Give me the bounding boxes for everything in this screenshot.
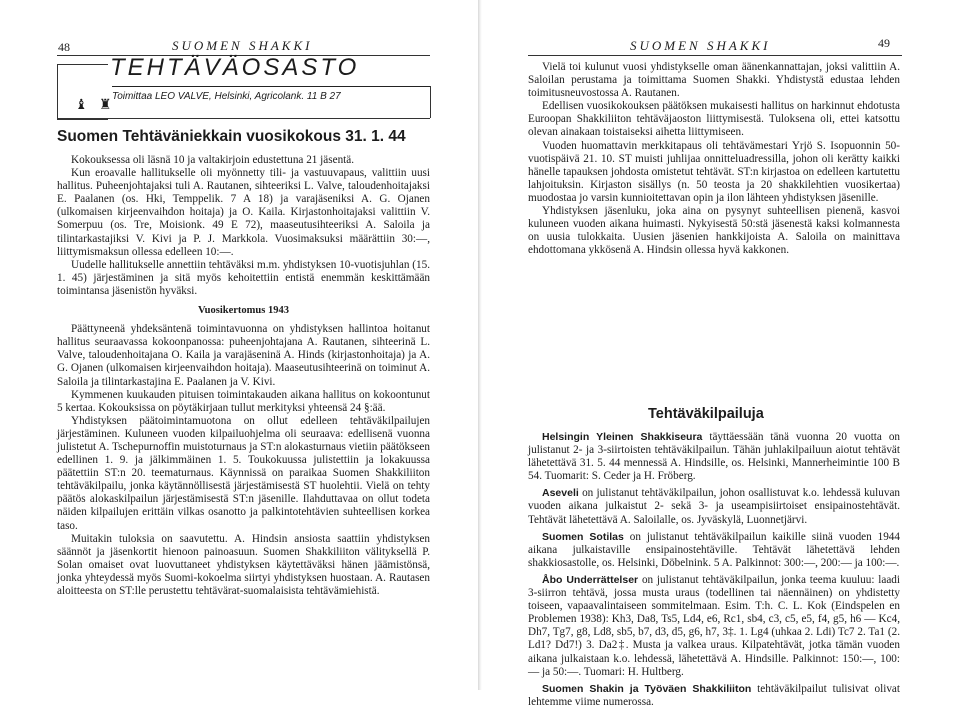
entry-text: täyttäessään tänä vuonna 20 vuotta on julistanut 2- ja 3-siirtoisten tehtäväkilpailun. Tähän juhlakilpailuun aiotut tehtävät lähetettävä 31. 5. 44 mennessä A. Hindsille, os. Helsinki, Mannerheimintie 100 B 54. Tuomarit: S. Ceder ja H. Fröberg. xyxy=(528,431,901,483)
page-number: 49 xyxy=(878,36,890,50)
club-name: Åbo Underrättelser xyxy=(542,573,639,586)
entry-text: on julistanut tehtäväkilpailun, johon osallistuvat k.o. lehdessä kuluvan vuoden aikana julkaistut 2- sekä 3- ja useampisiirtoiset ensipainostehtävät. Tehtävät lähetettävä A. Saloilalle, os. Jyväskylä, Luonnetjärvi. xyxy=(528,487,900,526)
paragraph: Kokouksessa oli läsnä 10 ja valtakirjoin edustettuna 21 jäsentä. xyxy=(71,154,355,166)
right-page xyxy=(480,0,960,708)
competition-entry xyxy=(528,487,900,526)
paragraph: Vielä toi kulunut vuosi yhdistykselle oman äänenkannattajan, joksi valittiin A. Saloilan perustama ja toimittama Suomen Shakki. Yhdistystä edustaa lehden toimitusneuvostossa A. Rautanen. xyxy=(528,61,900,100)
page-number: 48 xyxy=(58,40,70,54)
paragraph: Yhdistyksen päätoimintamuotona on ollut edelleen tehtäväkilpailujen järjestäminen. Kuluneen vuoden kilpailuohjelma oli seuraava: edellisenä vuonna julistetut A. Tschepurnoffin muistoturnaus ja ST:n alokasturnaus vietiin päätökseen edellinen 1. 9. ja jälkimmäinen 1. 5. Toukokuussa julistettiin ja lokakuussa päätettiin ST:n 20. teematurnaus. Käynnissä on paraikaa Suomen Shakkiliiton tehtäväkilpailu, jonka käytännöllisestä järjestämisestä ST huolehtii. Vielä on tehty päätös alokaskilpailun järjestämisestä ST:n jäsenille. Ilahduttavaa on ollut todeta näiden kilpailujen erittäin vilkas osanotto ja palkintotehtävien suhteellisen korkea taso. xyxy=(57,414,430,532)
article-body-continued xyxy=(528,61,900,257)
club-name: Helsingin Yleinen Shakkiseura xyxy=(542,431,703,443)
club-name: Aseveli xyxy=(542,487,579,500)
competitions-list xyxy=(528,431,900,709)
paragraph: Vuoden huomattavin merkkitapaus oli tehtävämestari Yrjö S. Isopuonnin 50-vuotispäivä 21. 10. ST muisti juhlijaa onnitteluadressilla, johon oli kerätty kaikki hänelle tapauksen johdosta omistetut tehtävät. ST:n kirjastoa on edelleen kartutettu lahjoituksin. Kirjaston sisällys (n. 50 teosta ja 20 shakkilehtien vuosikertaa) muodostaa jo varsin kunnioitettavan opin ja ilon lähteen yhdistyksen jäsenille. xyxy=(528,139,900,204)
article-headline: Suomen Tehtäväniekkain vuosikokous 31. 1. 44 xyxy=(57,128,406,145)
competition-entry xyxy=(528,431,900,483)
entry-text: tehtäväkilpailut tulisivat olivat lehtemme viime numerossa. xyxy=(528,682,901,708)
department-frame-bottom xyxy=(57,118,430,119)
entry-text: on julistanut tehtäväkilpailun, jonka teema kuuluu: laadi 3-siirron tehtävä, jossa musta uraus (todellinen tai näennäinen) on yhdistetty toiseen, vapaavalintaiseen sommitelmaan. Esim. T:h. C. L. Kok (Eindspelen en Problemen 1938): Kh3, Da8, Ts5, Ld4, e6, Rc1, sb4, c3, c5, e5, f4, g5, h6 — Kc4, Dh7, Tg7, g8, Ld8, sb5, b7, d3, d5, g6, h7, 3‡. 1. Lg4 (uhkaa 2. Ldi) Tc7 2. Ta1 (2. Ld1? Dd7!) 3. Da2‡. Musta ja valkea uraus. Kilpatehtävät, jotka tämän vuoden aikana julkaistaan k.o. lehdessä, lähetettävä A. Hindsille. Palkinnot: 150:—, 100:— ja 50:—. Tuomari: H. Hultberg. xyxy=(528,573,900,678)
subheading: Vuosikertomus 1943 xyxy=(198,305,289,317)
header-rule xyxy=(528,55,902,56)
paragraph: Muitakin tuloksia on saavutettu. A. Hindsin ansiosta saattiin yhdistyksen säännöt ja jäsenkortit hienoon painoasuun. Suomen Shakkiliiton välityksellä P. Solan omaiset ovat luovuttaneet yhdistyksen käytettäväksi hänen jäämistönsä, jonka yhteydessä myös Suomi-kokoelma siirtyi yhdistyksen huostaan. A. Rautasen aloitteesta on ST:lle perustettu tehtävärat-suomalaisista tehtävämiehistä. xyxy=(57,532,430,597)
paragraph: Kymmenen kuukauden pituisen toimintakauden aikana hallitus on kokoontunut 5 kertaa. Kokouksissa on pöytäkirjaan tullut merkityksi yhteensä 24 §:ää. xyxy=(57,388,430,414)
department-frame-right xyxy=(430,86,431,118)
running-head: SUOMEN SHAKKI xyxy=(630,38,771,53)
competition-entry xyxy=(528,683,900,709)
paragraph: Kun eroavalle hallitukselle oli myönnetty tili- ja vastuuvapaus, valittiin uusi hallitus. Puheenjohtajaksi tuli A. Rautanen, sihteeriksi L. Valve, taloudenhoitajaksi E. Paalanen (os. Hki, Temppelik. 7 A 18) ja varajäseniksi A. G. Ojanen (ulkomaisen kirjeenvaihdon hoitaja) ja O. Kaila. Kirjastonhoitajaksi valittiin V. Somerpuu (os. Tre, Moisionk. 49 E 72), maaseutusihteeriksi A. Saloila ja tilintarkastajiksi V. Kivi ja P. J. Markkola. Vuosimaksuksi määrättiin 30:—, liittymismaksun ollessa edelleen 10:—. xyxy=(57,167,430,258)
paragraph: Edellisen vuosikokouksen päätöksen mukaisesti hallitus on harkinnut ehdotusta Euroopan Shakkiliiton tehtäväjaoston liittymisestä. Tuloksena oli, ettei katsottu olevan ainakaan toistaiseksi aihetta liittymiseen. xyxy=(528,100,900,139)
article-body xyxy=(57,154,430,598)
paragraph: Yhdistyksen jäsenluku, joka aina on pysynyt suhteellisen pienenä, kasvoi kuluneen vuoden aikana huimasti. Nykyisestä 50:stä jäsenestä kaksi kolmannesta on uusia tulokkaita. Uusien jäsenien hankkijoista A. Saloila on mainittava ehdottomana ykkösenä A. Hindsin ollessa hyvä kakkonen. xyxy=(528,205,900,257)
club-name: Suomen Shakin ja Työväen Shakkiliiton xyxy=(542,682,752,695)
department-rule xyxy=(112,86,430,87)
editor-line: Toimittaa LEO VALVE, Helsinki, Agricolank. 11 B 27 xyxy=(112,91,341,102)
competition-entry xyxy=(528,531,900,570)
paragraph: Päättyneenä yhdeksäntenä toimintavuonna on yhdistyksen hallintoa hoitanut hallitus seuraavassa kokoonpanossa: puheenjohtajana A. Rautanen, sihteerinä L. Valve, taloudenhoitajana O. Kaila ja varajäseninä A. Hinds (kirjastonhoitaja) ja A. G. Ojanen (ulkomaisen kirjeenvaihdon hoitaja). Maaseutusihteerinä on toiminut A. Saloila ja tilintarkastajina E. Paalanen ja V. Kivi. xyxy=(57,323,430,388)
paragraph: Uudelle hallitukselle annettiin tehtäväksi m.m. yhdistyksen 10-vuotisjuhlan (15. 1. 45) järjestäminen ja sitä myös kehoitettiin entistä enemmän keskittämään toimintansa jäsenistön hyväksi. xyxy=(57,258,430,297)
club-name: Suomen Sotilas xyxy=(542,530,624,543)
running-head: SUOMEN SHAKKI xyxy=(172,38,313,53)
left-page xyxy=(0,0,480,690)
chess-pieces-icon: ♝ ♜ xyxy=(75,98,116,113)
competition-entry xyxy=(528,574,900,679)
entry-text: on julistanut tehtäväkilpailun kaikille siinä vuoden 1944 aikana julkaistaville ensipainostehtäville. Tehtävät lähetettävä lehden shakkiosastolle, os. Helsinki, Döbelnink. 5 A. Palkinnot: 300:—, 200:— ja 100:—. xyxy=(528,530,900,569)
department-title: TEHTÄVÄOSASTO xyxy=(110,54,360,81)
section-title: Tehtäväkilpailuja xyxy=(648,406,764,422)
